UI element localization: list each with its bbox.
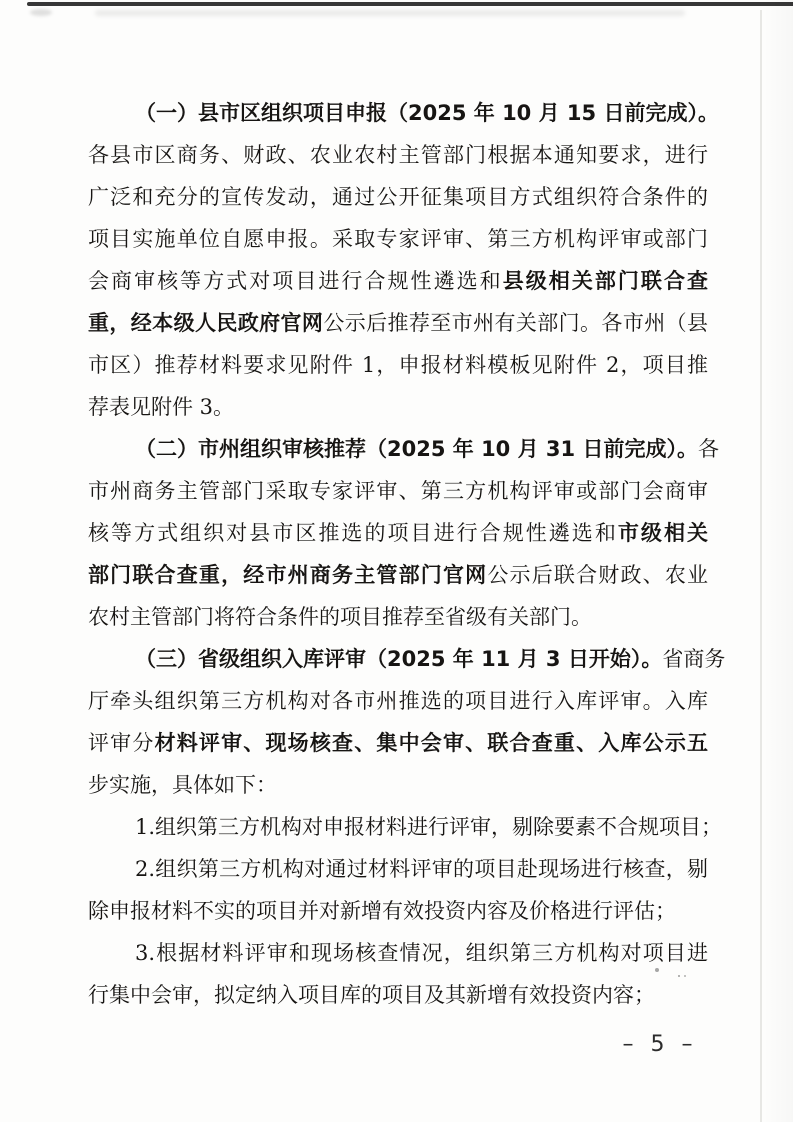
scan-artifact-right-edge <box>760 10 762 1122</box>
text-run: 会商审核等方式对项目进行合规性遴选和 <box>88 269 503 293</box>
text-line <box>88 176 708 218</box>
text-line <box>88 680 708 722</box>
text-line <box>88 428 719 470</box>
text-run: 公示后推荐至市州有关部门。各市州（县 <box>323 311 709 335</box>
text-line <box>88 344 708 386</box>
text-run: 农村主管部门将符合条件的项目推荐至省级有关部门。 <box>88 605 592 629</box>
emphasis-text-run: 县级相关部门联合查 <box>502 269 709 293</box>
text-run: 项目实施单位自愿申报。采取专家评审、第三方机构评审或部门 <box>88 227 708 251</box>
text-run: 各县市区商务、财政、农业农村主管部门根据本通知要求，进行 <box>88 143 708 167</box>
text-run: 核等方式组织对县市区推选的项目进行合规性遴选和 <box>88 521 618 545</box>
text-run: 省商务 <box>662 647 726 671</box>
scan-artifact-top-edge <box>27 2 793 6</box>
text-line <box>88 512 708 554</box>
text-run: 步实施，具体如下： <box>88 773 277 797</box>
text-run: 行集中会审，拟定纳入项目库的项目及其新增有效投资内容； <box>88 983 655 1007</box>
text-line <box>88 806 723 848</box>
text-run: 市区）推荐材料要求见附件 1，申报材料模板见附件 2，项目推 <box>88 353 708 377</box>
text-run: 1.组织第三方机构对申报材料进行评审，剔除要素不合规项目； <box>135 815 723 839</box>
text-line <box>88 638 726 680</box>
scan-artifact-dots <box>655 968 659 972</box>
emphasis-text-run: 重，经本级人民政府官网 <box>88 311 324 335</box>
text-run: 广泛和充分的宣传发动，通过公开征集项目方式组织符合条件的 <box>88 185 708 209</box>
text-run: 评审分 <box>88 731 155 755</box>
text-line <box>88 260 708 302</box>
text-run: 2.组织第三方机构对通过材料评审的项目赴现场进行核查，剔 <box>135 857 708 881</box>
emphasis-text-run: （一）县市区组织项目申报（2025 年 10 月 15 日前完成）。 <box>135 101 719 125</box>
scan-artifact-right-shade <box>763 0 793 1122</box>
text-run: 公示后联合财政、农业 <box>487 563 709 587</box>
text-line <box>88 932 708 974</box>
text-line <box>88 218 708 260</box>
text-line <box>88 974 708 1016</box>
text-line <box>88 92 719 134</box>
text-line <box>88 302 708 344</box>
text-line <box>88 722 708 764</box>
text-line <box>88 890 708 932</box>
emphasis-text-run: 材料评审、现场核查、集中会审、联合查重、入库公示五 <box>154 731 709 755</box>
emphasis-text-run: （二）市州组织审核推荐（2025 年 10 月 31 日前完成）。 <box>135 437 698 461</box>
text-line <box>88 386 708 428</box>
text-run: 荐表见附件 3。 <box>88 395 235 419</box>
text-run: 厅牵头组织第三方机构对各市州推选的项目进行入库评审。入库 <box>88 689 708 713</box>
emphasis-text-run: （三）省级组织入库评审（2025 年 11 月 3 日开始）。 <box>135 647 663 671</box>
text-run: 除申报材料不实的项目并对新增有效投资内容及价格进行评估； <box>88 899 676 923</box>
scan-artifact-smudge <box>95 10 685 16</box>
text-line <box>88 848 708 890</box>
text-line <box>88 134 708 176</box>
text-line <box>88 764 708 806</box>
document-body <box>88 92 726 1016</box>
text-run: 各 <box>697 437 719 461</box>
emphasis-text-run: 部门联合查重，经市州商务主管部门官网 <box>88 563 488 587</box>
emphasis-text-run: 市级相关 <box>617 521 709 545</box>
text-run: 市州商务主管部门采取专家评审、第三方机构评审或部门会商审 <box>88 479 708 503</box>
text-line <box>88 470 708 512</box>
text-line <box>88 554 708 596</box>
text-run: 3.根据材料评审和现场核查情况，组织第三方机构对项目进 <box>135 941 708 965</box>
text-line <box>88 596 708 638</box>
page-number: – 5 – <box>622 1032 698 1057</box>
scan-artifact-smudge-left <box>30 9 52 16</box>
